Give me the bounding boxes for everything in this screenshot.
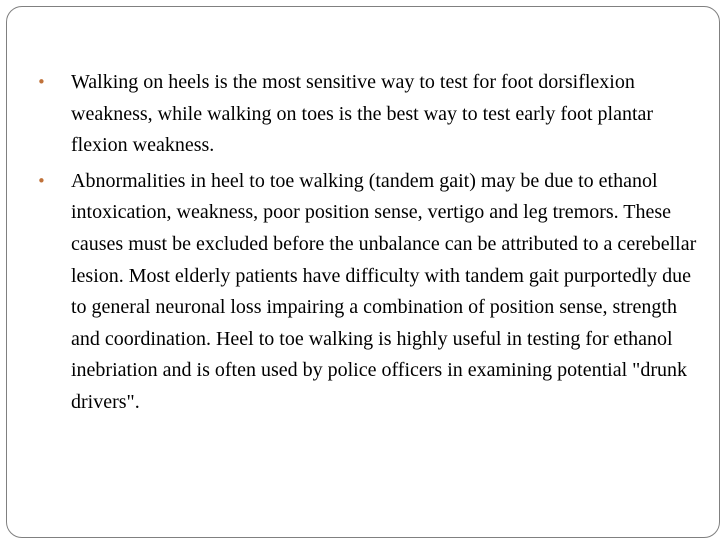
bullet-dot-icon: •	[37, 73, 46, 91]
bullet-text: Walking on heels is the most sensitive way to test for foot dorsiflexion weakness, while walking on toes is the best way to test early foot plantar flexion weakness.	[71, 71, 654, 157]
bullet-item-tandem-gait	[37, 166, 705, 419]
bullet-dot-icon: •	[37, 171, 46, 190]
bullet-list	[37, 67, 705, 423]
slide	[6, 6, 720, 538]
bullet-text: Abnormalities in heel to toe walking (tandem gait) may be due to ethanol intoxication, weakness, poor position sense, vertigo and leg tremors. These causes must be excluded before the unbalance can be attributed to a cerebellar lesion. Most elderly patients have difficulty with tandem gait purportedly due to general neuronal loss impairing a combination of position sense, strength and coordination. Heel to toe walking is highly useful in testing for ethanol inebriation and is often used by police officers in examining potential "drunk drivers".	[71, 169, 697, 413]
bullet-item-heel-toe-walking	[37, 67, 705, 162]
